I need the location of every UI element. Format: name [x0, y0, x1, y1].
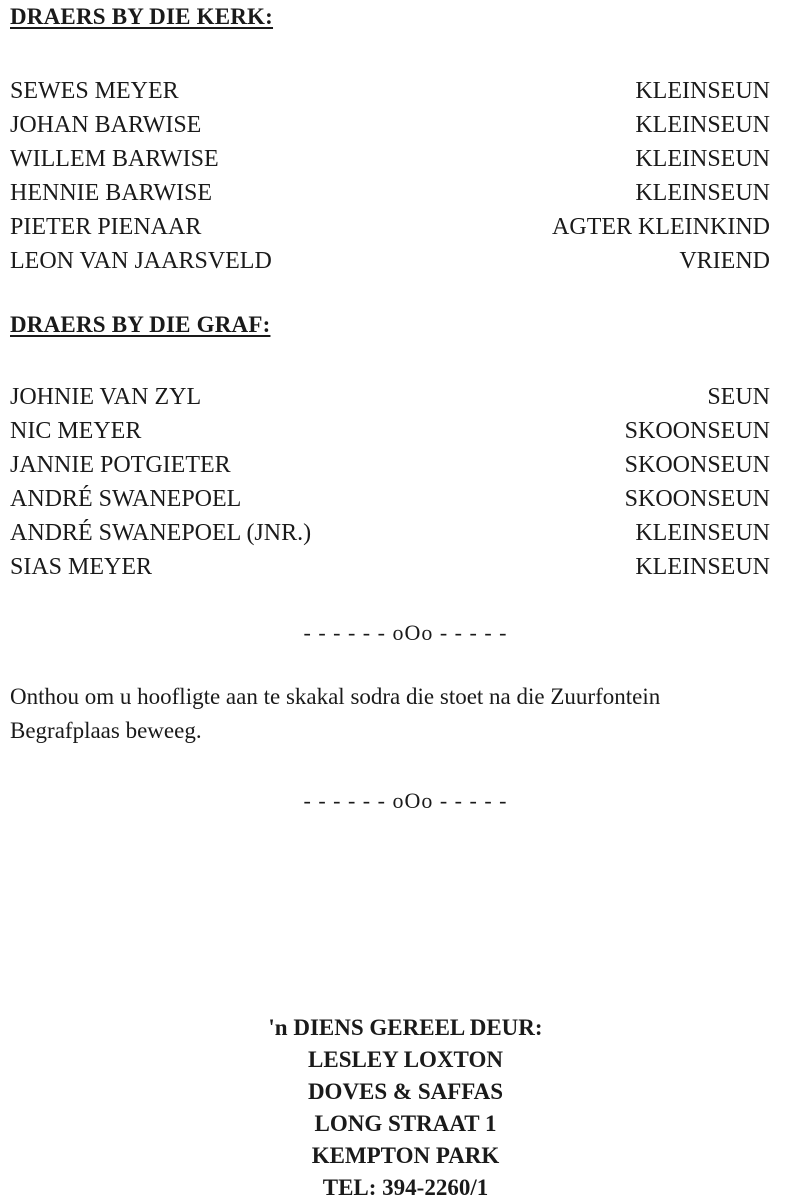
bearer-name: JANNIE POTGIETER — [10, 452, 231, 478]
headlights-note: Onthou om u hoofligte aan te skakal sodra die stoet na die Zuurfontein Begrafplaas beweeg. — [10, 684, 661, 743]
divider-ornament: - - - - - - oOo - - - - - — [303, 788, 508, 813]
footer-street-address: LONG STRAAT 1 — [314, 1111, 497, 1136]
bearer-name: SEWES MEYER — [10, 78, 179, 104]
footer-service-line: 'n DIENS GEREEL DEUR: — [268, 1015, 543, 1040]
church-bearer-row — [10, 244, 770, 278]
bearer-name: SIAS MEYER — [10, 554, 153, 580]
bearer-name: ANDRÉ SWANEPOEL — [10, 486, 242, 512]
bearer-relation: AGTER KLEINKIND — [552, 214, 770, 240]
bearer-relation: KLEINSEUN — [635, 146, 770, 172]
bearer-name: JOHNIE VAN ZYL — [10, 384, 202, 410]
grave-bearer-row — [10, 550, 770, 584]
bearer-relation: SKOONSEUN — [624, 486, 770, 512]
footer-director-name: LESLEY LOXTON — [308, 1047, 503, 1072]
bearer-name: JOHAN BARWISE — [10, 112, 202, 138]
grave-bearer-row — [10, 516, 770, 550]
church-bearer-row — [10, 108, 770, 142]
bearer-name: LEON VAN JAARSVELD — [10, 248, 272, 274]
footer-telephone: TEL: 394-2260/1 — [322, 1175, 489, 1200]
bearer-name: HENNIE BARWISE — [10, 180, 212, 206]
bearer-relation: SKOONSEUN — [624, 452, 770, 478]
grave-bearer-row — [10, 414, 770, 448]
bearer-relation: KLEINSEUN — [635, 180, 770, 206]
bearer-relation: SKOONSEUN — [624, 418, 770, 444]
bearer-relation: KLEINSEUN — [635, 520, 770, 546]
church-bearer-row — [10, 74, 770, 108]
divider-ornament: - - - - - - oOo - - - - - — [303, 620, 508, 645]
grave-bearers-list — [10, 380, 770, 584]
bearer-name: PIETER PIENAAR — [10, 214, 202, 240]
bearer-name: ANDRÉ SWANEPOEL (JNR.) — [10, 520, 312, 546]
grave-bearer-row — [10, 482, 770, 516]
bearer-name: NIC MEYER — [10, 418, 142, 444]
bearer-name: WILLEM BARWISE — [10, 146, 219, 172]
church-bearers-list — [10, 74, 770, 278]
bearer-relation: KLEINSEUN — [635, 554, 770, 580]
funeral-director-block — [0, 1012, 811, 1204]
bearer-relation: VRIEND — [679, 248, 770, 274]
church-bearer-row — [10, 210, 770, 244]
church-bearer-row — [10, 142, 770, 176]
grave-bearer-row — [10, 380, 770, 414]
grave-bearers-heading: DRAERS BY DIE GRAF: — [10, 312, 271, 337]
bearer-relation: KLEINSEUN — [635, 112, 770, 138]
bearer-relation: KLEINSEUN — [635, 78, 770, 104]
footer-town: KEMPTON PARK — [311, 1143, 500, 1168]
grave-bearer-row — [10, 448, 770, 482]
bearer-relation: SEUN — [707, 384, 770, 410]
footer-company-name: DOVES & SAFFAS — [307, 1079, 504, 1104]
church-bearer-row — [10, 176, 770, 210]
church-bearers-heading: DRAERS BY DIE KERK: — [10, 4, 274, 29]
